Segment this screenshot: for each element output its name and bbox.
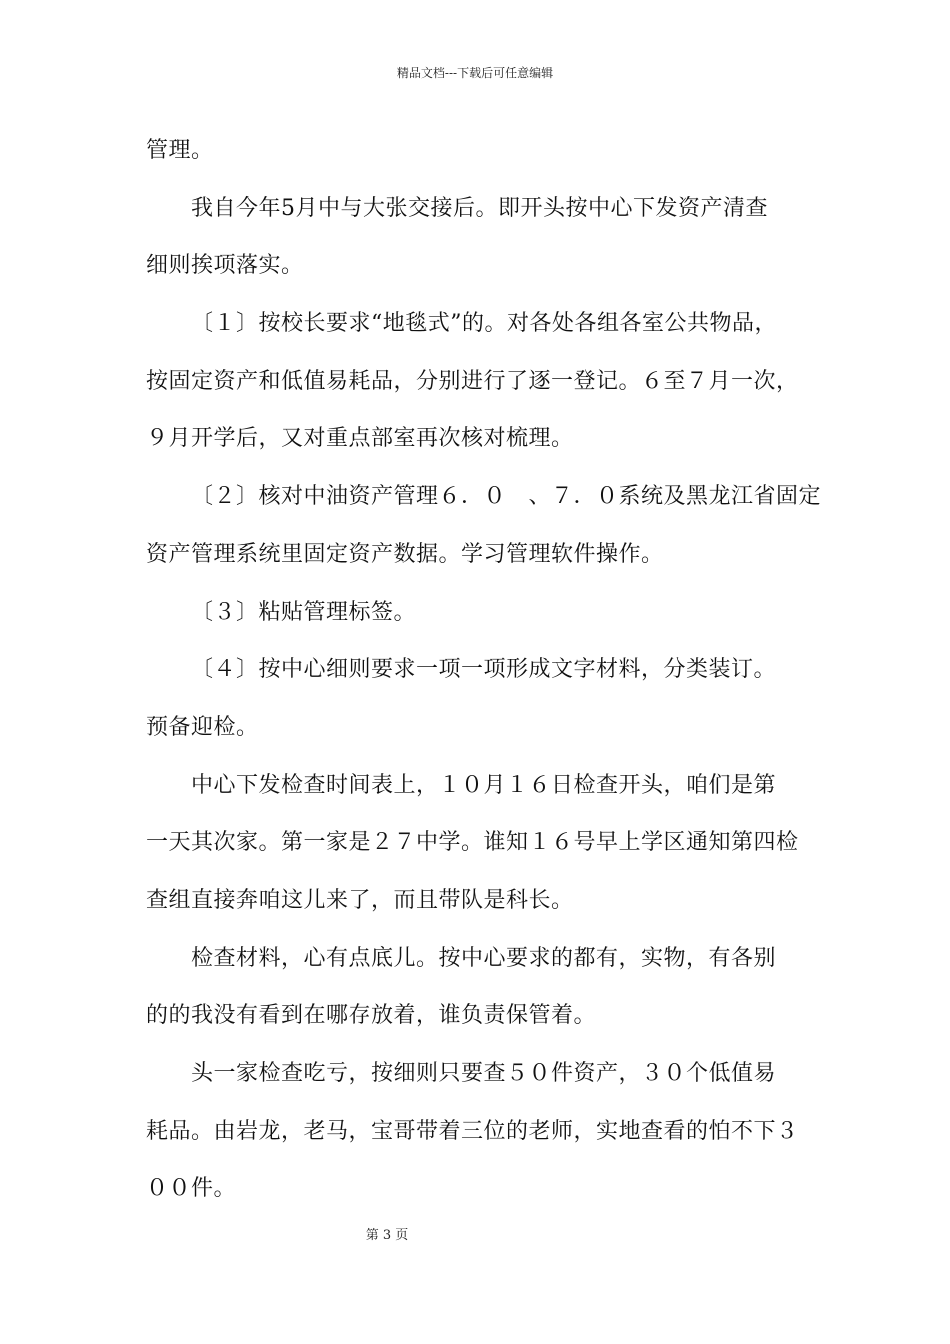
text-line: 中心下发检查时间表上，１０月１６日检查开头，咱们是第 [146,772,776,798]
text-line: 〔２〕核对中油资产管理６．０ 、７．０系统及黑龙江省固定 [146,484,821,510]
text-line: 的的我没有看到在哪存放着，谁负责保管着。 [146,1003,597,1029]
text-line: ００件。 [146,1176,237,1202]
page-number: 第 3 页 [365,1228,409,1243]
text-line: 管理。 [146,138,214,163]
text-line: 预备迎检。 [146,714,259,740]
text-line: 按固定资产和低值易耗品，分别进行了逐一登记。６至７月一次， [146,368,799,394]
text-line: 〔３〕粘贴管理标签。 [146,599,416,625]
text-line: 头一家检查吃亏，按细则只要查５０件资产，３０个低值易 [146,1061,776,1086]
text-line: 〔１〕按校长要求“地毯式”的。对各处各组各室公共物品， [146,311,777,337]
text-line: ９月开学后，又对重点部室再次核对梳理。 [146,426,574,452]
document-body [146,131,821,1227]
document-header: 精品文档---下载后可任意编辑 [396,66,554,80]
text-line: 细则挨项落实。 [146,253,304,279]
text-line: 一天其次家。第一家是２７中学。谁知１６号早上学区通知第四检 [146,830,799,856]
text-line: 〔４〕按中心细则要求一项一项形成文字材料，分类装订。 [146,657,776,683]
text-line: 我自今年5月中与大张交接后。即开头按中心下发资产清查 [146,195,768,221]
text-line: 检查材料，心有点底儿。按中心要求的都有，实物，有各别 [146,945,776,971]
text-line: 查组直接奔咱这儿来了，而且带队是科长。 [146,887,574,913]
text-line: 耗品。由岩龙，老马，宝哥带着三位的老师，实地查看的怕不下３ [146,1118,799,1144]
text-line: 资产管理系统里固定资产数据。学习管理软件操作。 [146,541,664,567]
